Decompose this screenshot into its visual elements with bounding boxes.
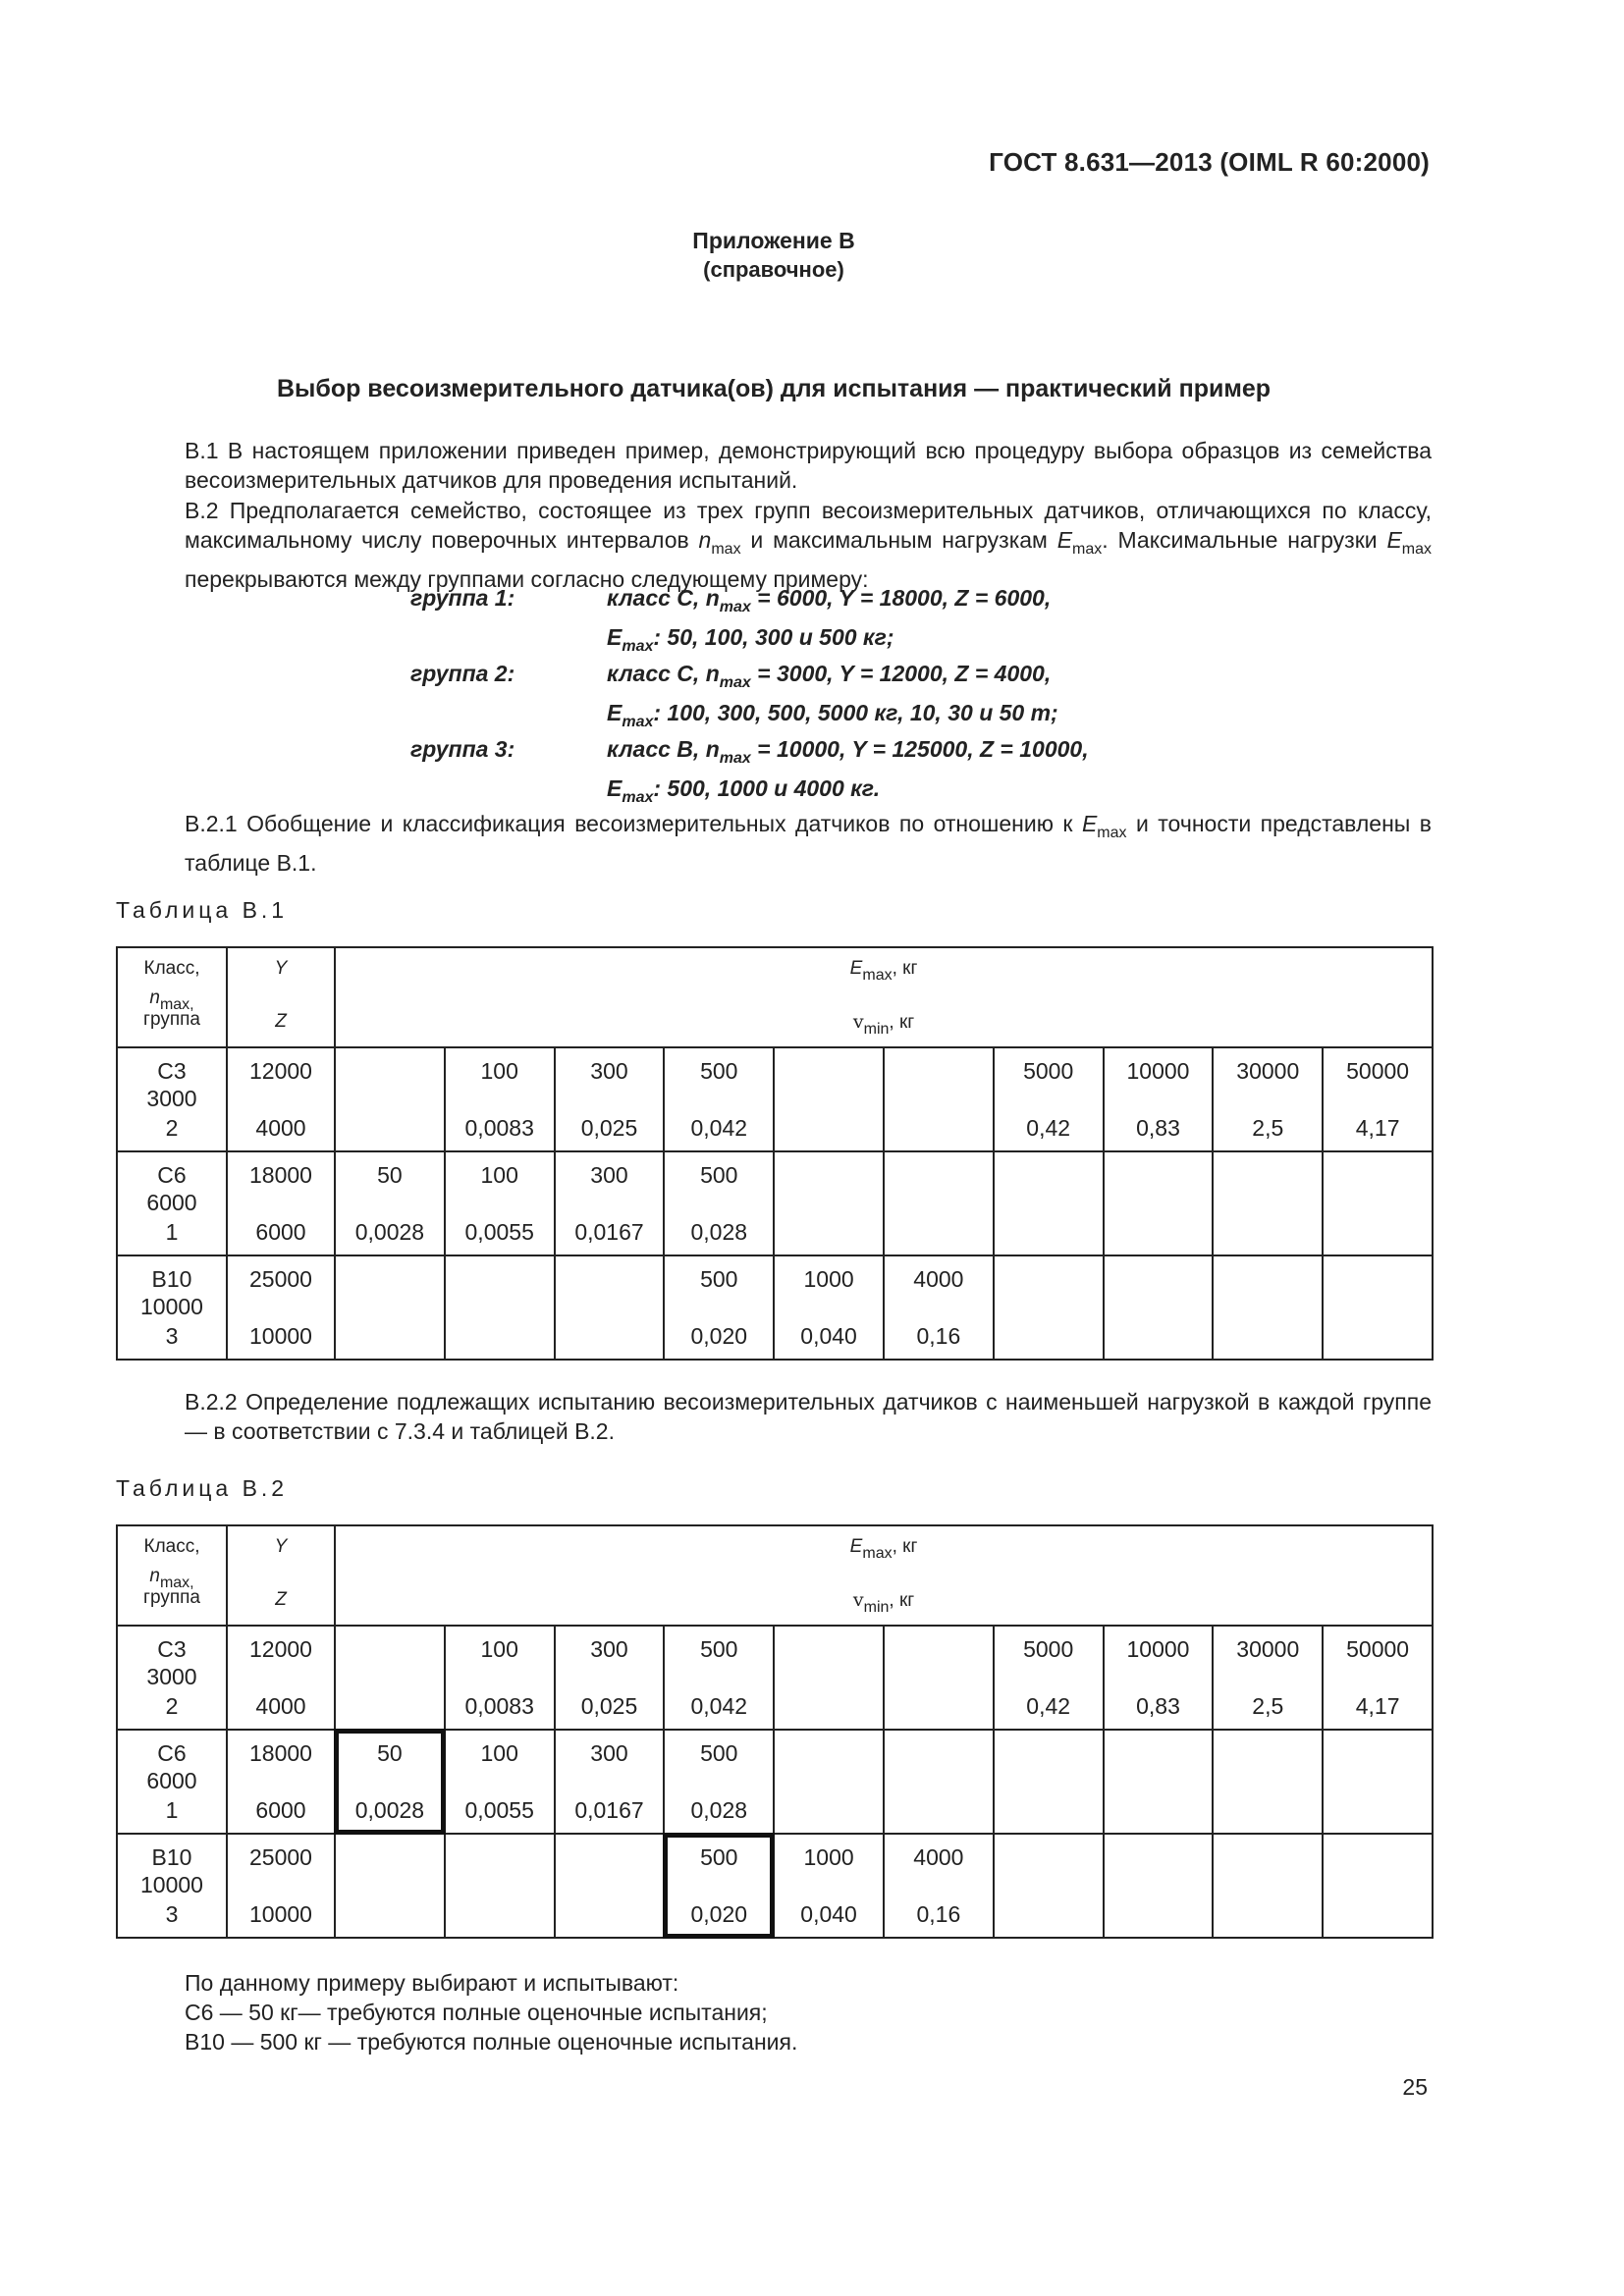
header-cell-yz [227,947,335,1047]
cell-value [994,1151,1104,1255]
subscript: max [622,638,654,655]
group-1 [410,583,1051,662]
cell-value [774,1730,884,1834]
cell-emax: 500 [700,1162,738,1188]
cell-vmin: 0,042 [690,1693,748,1719]
cell-class [117,1151,227,1255]
cell-vmin: 0,0055 [464,1219,534,1245]
cell-vmin: 2,5 [1252,1115,1284,1141]
cell-vmin: 0,42 [1026,1115,1071,1141]
cell-yz [227,1730,335,1834]
cell-emax: 30000 [1236,1058,1300,1084]
cell-value [1213,1047,1323,1151]
cell-value [555,1834,665,1938]
cell-value [335,1730,445,1834]
appendix-type: (справочное) [703,257,844,282]
emax-symbol: E [1081,811,1098,836]
cell-emax: 500 [700,1844,738,1870]
conclusion [185,1968,797,2056]
subscript: max [719,599,751,615]
row-class: В10 [151,1844,192,1870]
cell-value [555,1151,665,1255]
cell-vmin: 0,16 [916,1323,961,1349]
table-row [117,1047,1433,1151]
cell-class [117,1047,227,1151]
cell-class [117,1255,227,1360]
header-nmax-sub: max, [159,996,194,1013]
cell-value [884,1255,994,1360]
cell-value [664,1730,774,1834]
cell-value [445,1834,555,1938]
header-cell-emax [335,947,1433,1047]
cell-vmin: 0,0083 [464,1693,534,1719]
cell-emax: 5000 [1023,1058,1074,1084]
cell-yz [227,1834,335,1938]
header-emax: E [849,1536,863,1557]
group-line2: E [607,700,623,725]
cell-emax: 1000 [803,1844,854,1870]
cell-class [117,1730,227,1834]
header-vmin: v [852,1011,864,1033]
cell-emax: 30000 [1236,1636,1300,1662]
cell-emax: 100 [480,1636,518,1662]
cell-value [1323,1626,1433,1730]
cell-value [884,1834,994,1938]
cell-vmin: 4,17 [1355,1115,1400,1141]
cell-value [884,1151,994,1255]
header-emax-sub: max [862,1545,893,1562]
row-group: 3 [165,1901,179,1927]
cell-emax: 4000 [913,1266,964,1292]
cell-value [884,1626,994,1730]
header-vmin: v [852,1589,864,1611]
appendix-title: Приложение В [692,228,855,253]
table-row [117,1834,1433,1938]
cell-emax: 500 [700,1740,738,1766]
header-cell-emax [335,1525,1433,1626]
header-vmin-unit: , кг [889,1012,915,1033]
cell-value [884,1047,994,1151]
table-b1-caption: Таблица В.1 [116,897,289,923]
cell-value [994,1834,1104,1938]
cell-value [994,1730,1104,1834]
cell-value [1104,1834,1214,1938]
cell-vmin: 0,0055 [464,1797,534,1823]
cell-value [445,1255,555,1360]
row-z: 10000 [249,1901,312,1927]
cell-vmin: 0,028 [690,1219,748,1245]
cell-value [664,1255,774,1360]
cell-vmin: 0,020 [690,1323,748,1349]
row-class: С3 [157,1058,187,1084]
table-row [117,1255,1433,1360]
header-emax-sub: max [862,967,893,984]
emax-symbol: E [1386,527,1402,553]
paragraph-b21-part1: В.2.1 Обобщение и классификация весоизмерительных датчиков по отношению к [185,811,1082,836]
cell-value [664,1626,774,1730]
group-line1-rest: = 6000, Y = 18000, Z = 6000, [750,585,1052,611]
cell-vmin: 0,042 [690,1115,748,1141]
cell-vmin: 4,17 [1355,1693,1400,1719]
subscript: max [719,674,751,691]
section-title: Выбор весоизмерительного датчика(ов) для испытания — практический пример [276,375,1272,402]
cell-yz [227,1047,335,1151]
cell-vmin: 0,0028 [354,1219,425,1245]
table-b2-caption: Таблица В.2 [116,1475,289,1501]
header-vmin-unit: , кг [889,1590,915,1611]
cell-vmin: 2,5 [1252,1693,1284,1719]
table-row [117,1151,1433,1255]
cell-vmin: 0,025 [580,1693,638,1719]
cell-vmin: 0,025 [580,1115,638,1141]
subscript: max [719,750,751,767]
row-group: 1 [165,1797,179,1823]
cell-value [1323,1047,1433,1151]
subscript: max [622,789,654,806]
cell-vmin: 0,16 [916,1901,961,1927]
cell-value [994,1047,1104,1151]
cell-value [1213,1151,1323,1255]
row-group: 3 [165,1323,179,1349]
group-line2-rest: : 500, 1000 и 4000 кг. [653,775,881,801]
header-group: группа [143,1009,200,1030]
cell-value [445,1730,555,1834]
cell-value [1323,1834,1433,1938]
subscript: max [622,714,654,730]
cell-emax: 50 [377,1740,403,1766]
header-z: Z [275,1589,287,1610]
cell-vmin: 0,0083 [464,1115,534,1141]
header-vmin-sub: min [863,1599,890,1616]
cell-value [445,1047,555,1151]
cell-value [1104,1730,1214,1834]
cell-value [555,1047,665,1151]
row-nmax: 6000 [146,1768,197,1793]
row-y: 12000 [249,1058,312,1084]
cell-emax: 5000 [1023,1636,1074,1662]
header-y: Y [274,958,288,979]
row-z: 4000 [255,1115,306,1141]
group-line1-rest: = 3000, Y = 12000, Z = 4000, [750,661,1052,686]
row-z: 6000 [255,1797,306,1823]
emax-subscript: max [1401,541,1433,558]
nmax-symbol: n [698,527,712,553]
header-emax-unit: , кг [892,1536,918,1557]
cell-vmin: 0,83 [1136,1115,1180,1141]
paragraph-b22-text: В.2.2 Определение подлежащих испытанию весоизмерительных датчиков с наименьшей нагрузкой в каждой группе — в соответствии с 7.3.4 и таблицей В.2. [185,1389,1432,1444]
cell-emax: 500 [700,1266,738,1292]
header-group: группа [143,1587,200,1608]
emax-subscript: max [1072,541,1103,558]
group-line1: класс С, n [607,661,720,686]
cell-value [1213,1255,1323,1360]
cell-value [1213,1834,1323,1938]
cell-yz [227,1626,335,1730]
paragraph-b22 [116,1387,1432,1446]
group-label: группа 3: [410,736,515,762]
paragraph-b21-part2: и точности представлены в таблице В.1. [185,811,1432,876]
emax-subscript: max [1097,825,1127,841]
header-z: Z [275,1011,287,1032]
conclusion-intro: По данному примеру выбирают и испытывают: [185,1970,679,1996]
paragraph-b21 [116,809,1432,878]
cell-value [1104,1626,1214,1730]
cell-value [335,1151,445,1255]
cell-emax: 300 [590,1058,628,1084]
cell-emax: 50000 [1346,1058,1410,1084]
cell-value [335,1047,445,1151]
row-class: С6 [157,1162,187,1188]
header-cell-class [117,947,227,1047]
header-nmax: n [149,988,160,1008]
cell-value [335,1626,445,1730]
cell-vmin: 0,028 [690,1797,748,1823]
cell-emax: 100 [480,1740,518,1766]
header-class: Класс, [143,1536,200,1557]
paragraph-b1 [116,436,1432,495]
cell-value [555,1255,665,1360]
row-group: 2 [165,1115,179,1141]
cell-vmin: 0,0167 [574,1219,644,1245]
row-y: 18000 [249,1740,312,1766]
cell-value [445,1626,555,1730]
paragraph-b2 [116,496,1432,594]
cell-value [335,1834,445,1938]
cell-emax: 50000 [1346,1636,1410,1662]
cell-emax: 500 [700,1636,738,1662]
cell-emax: 4000 [913,1844,964,1870]
cell-emax: 10000 [1126,1058,1190,1084]
row-class: С6 [157,1740,187,1766]
cell-class [117,1626,227,1730]
group-line2: E [607,624,623,650]
cell-vmin: 0,0167 [574,1797,644,1823]
cell-vmin: 0,040 [800,1323,857,1349]
cell-value [774,1834,884,1938]
header-y: Y [274,1536,288,1557]
cell-value [994,1626,1104,1730]
cell-vmin: 0,0028 [354,1797,425,1823]
row-y: 25000 [249,1844,312,1870]
row-nmax: 3000 [146,1664,197,1689]
row-nmax: 10000 [140,1872,203,1897]
paragraph-b1-text: В.1 В настоящем приложении приведен пример, демонстрирующий всю процедуру выбора образцов из семейства весоизмерительных датчиков для проведения испытаний. [185,438,1432,493]
header-emax: E [849,958,863,979]
table-b2 [116,1524,1434,1939]
cell-emax: 100 [480,1162,518,1188]
conclusion-item: В10 — 500 кг — требуются полные оценочные испытания. [185,2029,798,2055]
cell-value [1323,1151,1433,1255]
header-nmax: n [149,1566,160,1586]
row-nmax: 6000 [146,1190,197,1215]
cell-value [1323,1255,1433,1360]
cell-emax: 300 [590,1740,628,1766]
cell-value [994,1255,1104,1360]
cell-yz [227,1151,335,1255]
cell-emax: 300 [590,1636,628,1662]
header-nmax-sub: max, [159,1575,194,1591]
cell-vmin: 0,83 [1136,1693,1180,1719]
cell-value [664,1047,774,1151]
cell-vmin: 0,42 [1026,1693,1071,1719]
cell-emax: 50 [377,1162,403,1188]
group-label: группа 1: [410,585,515,611]
row-class: В10 [151,1266,192,1292]
page-number: 25 [1402,2074,1428,2100]
group-line1-rest: = 10000, Y = 125000, Z = 10000, [750,736,1089,762]
header-cell-class [117,1525,227,1626]
row-y: 18000 [249,1162,312,1188]
group-3 [410,734,1089,813]
paragraph-b2-part2: и максимальным нагрузкам [740,527,1057,553]
cell-value [1213,1626,1323,1730]
table-row [117,1626,1433,1730]
row-group: 2 [165,1693,179,1719]
paragraph-b2-part1: В.2 Предполагается семейство, состоящее из трех групп весоизмерительных датчиков, отличающихся по классу, максимальному числу поверочных интервалов [185,498,1432,553]
group-line2-rest: : 50, 100, 300 и 500 кг; [653,624,894,650]
cell-value [1323,1730,1433,1834]
paragraph-b2-part3: . Максимальные нагрузки [1102,527,1387,553]
cell-value [664,1151,774,1255]
paragraph-b2-part4: перекрываются между группами согласно следующему примеру: [185,566,869,592]
group-2 [410,659,1058,737]
cell-value [774,1047,884,1151]
row-z: 10000 [249,1323,312,1349]
header-cell-yz [227,1525,335,1626]
cell-yz [227,1255,335,1360]
cell-value [335,1255,445,1360]
group-line2: E [607,775,623,801]
cell-emax: 100 [480,1058,518,1084]
cell-value [774,1151,884,1255]
cell-emax: 500 [700,1058,738,1084]
cell-value [555,1626,665,1730]
cell-value [1104,1047,1214,1151]
cell-emax: 1000 [803,1266,854,1292]
cell-value [1104,1151,1214,1255]
group-line1: класс С, n [607,585,720,611]
emax-symbol: E [1056,527,1073,553]
cell-emax: 10000 [1126,1636,1190,1662]
row-y: 25000 [249,1266,312,1292]
cell-value [1213,1730,1323,1834]
row-group: 1 [165,1219,179,1245]
cell-value [445,1151,555,1255]
row-nmax: 10000 [140,1294,203,1319]
row-nmax: 3000 [146,1086,197,1111]
cell-emax: 300 [590,1162,628,1188]
cell-value [555,1730,665,1834]
conclusion-item: С6 — 50 кг— требуются полные оценочные испытания; [185,2000,768,2025]
row-z: 4000 [255,1693,306,1719]
group-line1: класс В, n [607,736,720,762]
table-row [117,1730,1433,1834]
cell-class [117,1834,227,1938]
cell-value [774,1255,884,1360]
header-vmin-sub: min [863,1021,890,1038]
nmax-subscript: max [711,541,741,558]
table-b1 [116,946,1434,1361]
group-label: группа 2: [410,661,515,686]
cell-value [1104,1255,1214,1360]
row-class: С3 [157,1636,187,1662]
document-header: ГОСТ 8.631—2013 (OIML R 60:2000) [989,147,1430,177]
cell-value [884,1730,994,1834]
group-line2-rest: : 100, 300, 500, 5000 кг, 10, 30 и 50 т; [653,700,1058,725]
header-emax-unit: , кг [892,958,918,979]
row-y: 12000 [249,1636,312,1662]
row-z: 6000 [255,1219,306,1245]
header-class: Класс, [143,958,200,979]
cell-value [774,1626,884,1730]
cell-vmin: 0,020 [690,1901,748,1927]
cell-value [664,1834,774,1938]
cell-vmin: 0,040 [800,1901,857,1927]
